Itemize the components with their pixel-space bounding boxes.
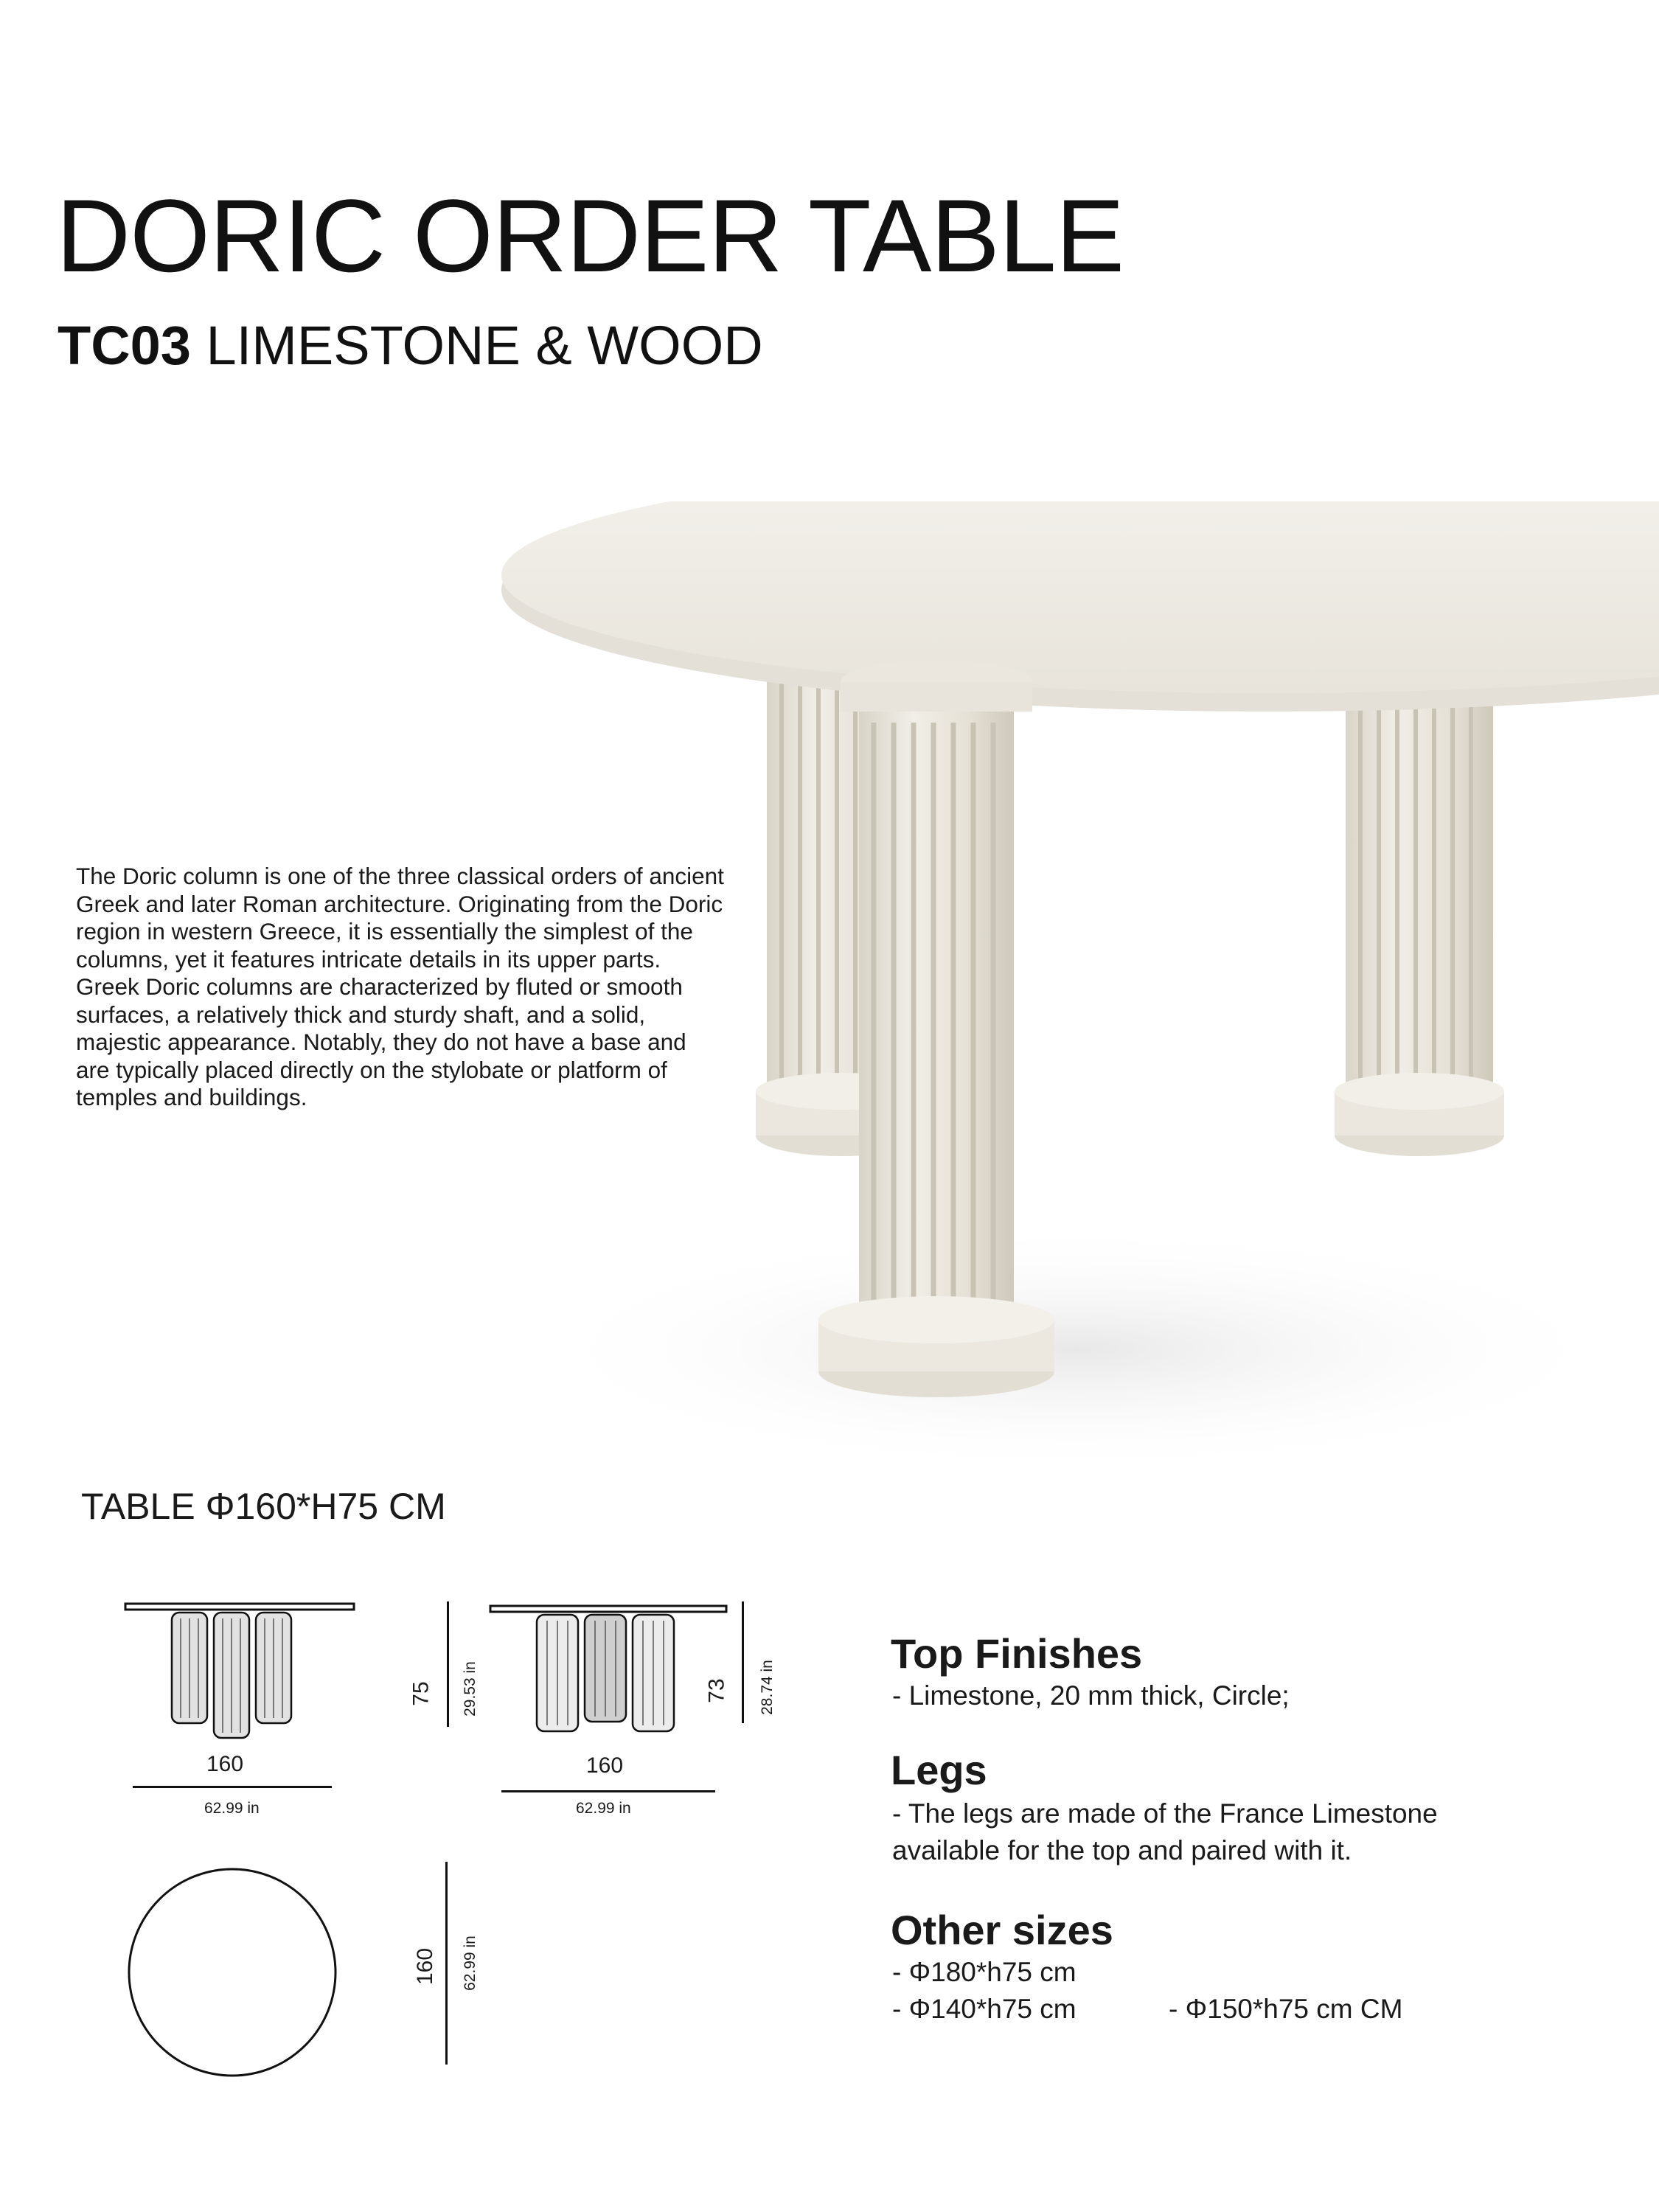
product-code: TC03: [58, 315, 191, 376]
side-view-drawing: [487, 1599, 730, 1746]
other-size-2: - Φ140*h75 cm: [892, 1994, 1077, 2024]
description-text: The Doric column is one of the three classical orders of ancient Greek and later Roman architecture. Originating from the Doric region in western Greece, it is essentially the simplest of the columns, yet it features intricate details in its upper parts. Greek Doric columns are characterized by fluted or smooth surfaces, a relatively thick and sturdy shaft, and a solid, majestic appearance. Notably, they do not have a base and are typically placed directly on the stylobate or platform of temples and buildings.: [76, 863, 724, 1110]
legs-text-line1: - The legs are made of the France Limestone: [892, 1798, 1438, 1829]
other-size-1: - Φ180*h75 cm: [892, 1957, 1077, 1987]
front-width-label: 160: [206, 1752, 244, 1776]
side-height-inches: 28.74 in: [758, 1660, 776, 1715]
top-view-drawing: [122, 1862, 343, 2083]
side-width-label: 160: [586, 1753, 624, 1778]
product-subtitle: [58, 315, 763, 376]
legs-text-line2: available for the top and paired with it.: [892, 1835, 1352, 1865]
top-finishes-text: - Limestone, 20 mm thick, Circle;: [892, 1680, 1290, 1711]
table-top: [501, 501, 1659, 712]
side-height-label: 73: [704, 1678, 729, 1703]
other-sizes-heading: Other sizes: [891, 1907, 1113, 1953]
other-size-3: - Φ150*h75 cm CM: [1169, 1994, 1403, 2024]
front-height-inches: 29.53 in: [461, 1661, 479, 1717]
side-width-line: [501, 1790, 715, 1792]
top-diameter-inches: 62.99 in: [461, 1935, 479, 1991]
dimensions-title: TABLE Φ160*H75 CM: [81, 1486, 446, 1527]
top-diameter-line: [445, 1862, 448, 2065]
front-height-label: 75: [408, 1681, 434, 1706]
top-diameter-label: 160: [413, 1947, 438, 1986]
top-finishes-heading: Top Finishes: [891, 1630, 1143, 1677]
product-title: DORIC ORDER TABLE: [56, 178, 1124, 293]
front-view-drawing: [122, 1596, 358, 1744]
product-material: LIMESTONE & WOOD: [206, 315, 763, 376]
column-right: [1335, 641, 1504, 1156]
side-height-line: [742, 1601, 744, 1723]
front-width-line: [133, 1786, 332, 1788]
front-width-inches: 62.99 in: [204, 1800, 260, 1817]
side-width-inches: 62.99 in: [576, 1800, 631, 1817]
front-height-line: [447, 1601, 449, 1727]
legs-heading: Legs: [891, 1747, 987, 1793]
